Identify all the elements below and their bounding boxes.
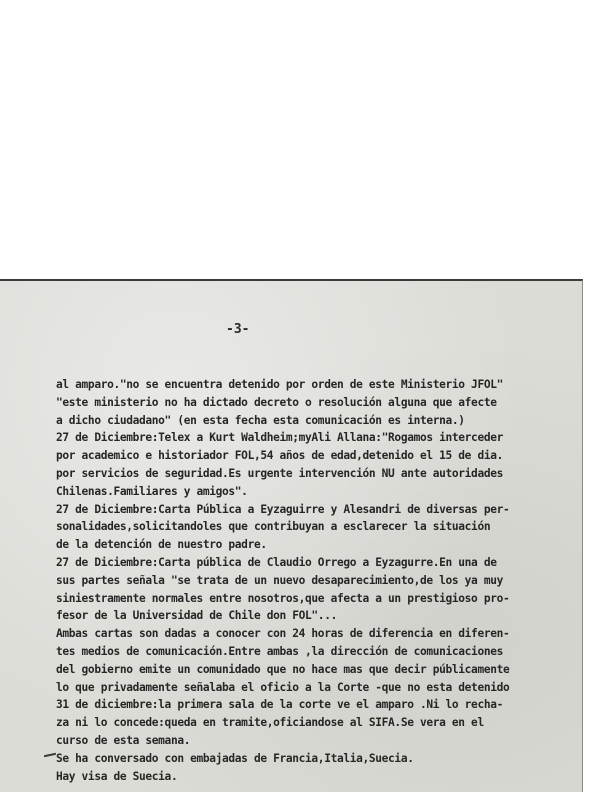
text-line: por servicios de seguridad.Es urgente intervención NU ante autoridades [56, 466, 503, 480]
text-line: 31 de diciembre:la primera sala de la corte ve el amparo .Ni lo recha- [56, 698, 503, 712]
text-line: Se ha conversado con embajadas de Francia,Italia,Suecia. [56, 751, 414, 765]
text-line: Hay visa de Suecia. [56, 769, 178, 783]
text-line: sus partes señala "se trata de un nuevo desaparecimiento,de los ya muy [56, 573, 503, 587]
page-number: -3- [226, 322, 250, 337]
text-line: 27 de Diciembre:Telex a Kurt Waldheim;myAli Allana:"Rogamos interceder [56, 431, 503, 445]
text-line: fesor de la Universidad de Chile don FOL"... [56, 609, 337, 623]
typewritten-text [56, 376, 582, 785]
text-line: 27 de Diciembre:Carta Pública a Eyzaguirre y Alesandri de diversas per- [56, 502, 510, 516]
text-line: "este ministerio no ha dictado decreto o resolución alguna que afecte [56, 395, 497, 409]
text-line: lo que privadamente señalaba el oficio a la Corte -que no esta detenido [56, 680, 510, 694]
text-line: de la detención de nuestro padre. [56, 538, 267, 552]
text-line: za ni lo concede:queda en tramite,oficiandose al SIFA.Se vera en el [56, 716, 484, 730]
text-line: siniestramente normales entre nosotros,que afecta a un prestigioso pro- [56, 591, 510, 605]
text-line: por academico e historiador FOL,54 años de edad,detenido el 15 de dia. [56, 449, 503, 463]
text-line: Ambas cartas son dadas a conocer con 24 horas de diferencia en diferen- [56, 627, 510, 641]
text-line: 27 de Diciembre:Carta pública de Claudio Orrego a Eyzagurre.En una de [56, 555, 497, 569]
text-line: del gobierno emite un comunidado que no hace mas que decir públicamente [56, 662, 510, 676]
text-line: tes medios de comunicación.Entre ambas ,la dirección de comunicaciones [56, 644, 503, 658]
text-line: Chilenas.Familiares y amigos". [56, 484, 248, 498]
text-line: al amparo."no se encuentra detenido por orden de este Ministerio JFOL" [56, 378, 503, 391]
text-line: curso de esta semana. [56, 733, 191, 747]
text-line: a dicho ciudadano" (en esta fecha esta comunicación es interna.) [56, 413, 465, 427]
text-line: sonalidades,solicitandoles que contribuyan a esclarecer la situación [56, 520, 491, 534]
